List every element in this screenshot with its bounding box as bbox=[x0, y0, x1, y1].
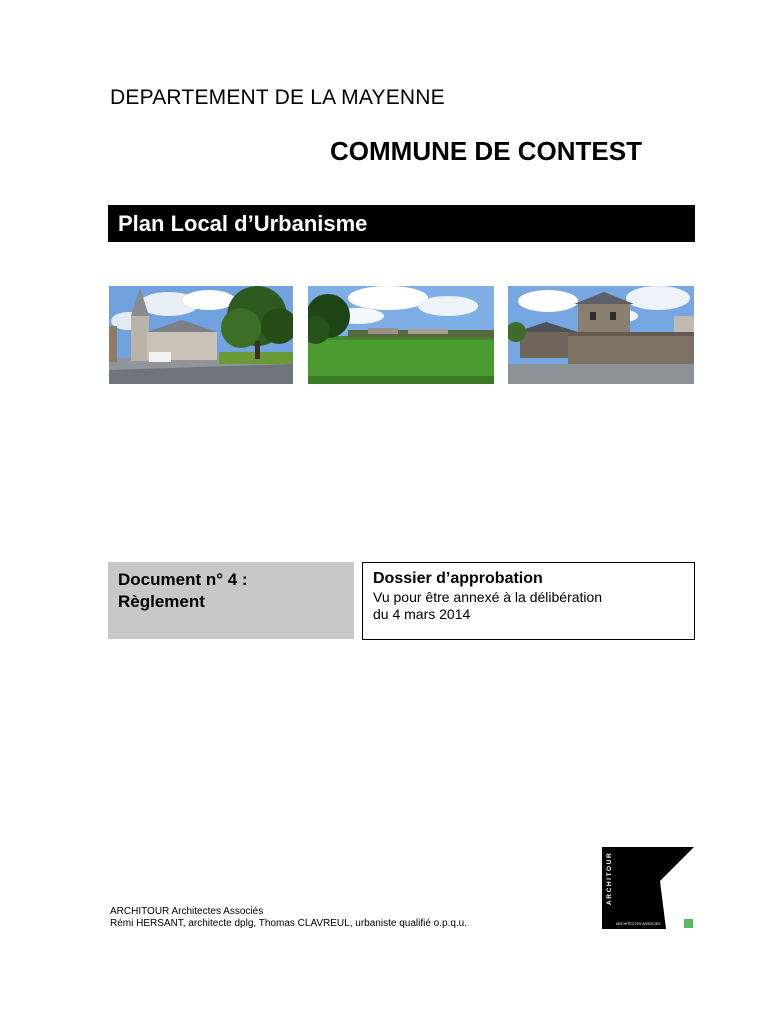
footer-credits bbox=[110, 906, 467, 930]
logo-subtext: ARCHITECTES ASSOCIES bbox=[616, 922, 661, 926]
photo-church bbox=[109, 286, 293, 384]
logo-accent-square bbox=[684, 919, 693, 928]
footer-authors: Rémi HERSANT, architecte dplg, Thomas CLAVREUL, urbaniste qualifié o.p.q.u. bbox=[110, 918, 468, 929]
photo-stone-house bbox=[508, 286, 694, 384]
dossier-date: du 4 mars 2014 bbox=[373, 606, 471, 622]
department-heading: DEPARTEMENT DE LA MAYENNE bbox=[110, 86, 445, 109]
footer-firm: ARCHITOUR Architectes Associés bbox=[110, 906, 264, 917]
document-number-box bbox=[108, 562, 354, 639]
photo-field bbox=[308, 286, 494, 384]
document-type: Règlement bbox=[118, 592, 205, 611]
document-number: Document n° 4 : bbox=[118, 570, 248, 589]
document-title: Plan Local d’Urbanisme bbox=[118, 211, 368, 236]
dossier-annex-text: Vu pour être annexé à la délibération bbox=[373, 589, 603, 605]
dossier-box bbox=[362, 562, 695, 640]
dossier-title: Dossier d’approbation bbox=[373, 570, 543, 587]
logo-text: ARCHITOUR bbox=[606, 851, 613, 905]
document-title-bar bbox=[108, 205, 695, 242]
commune-heading: COMMUNE DE CONTEST bbox=[330, 136, 642, 166]
architour-logo bbox=[602, 845, 696, 931]
